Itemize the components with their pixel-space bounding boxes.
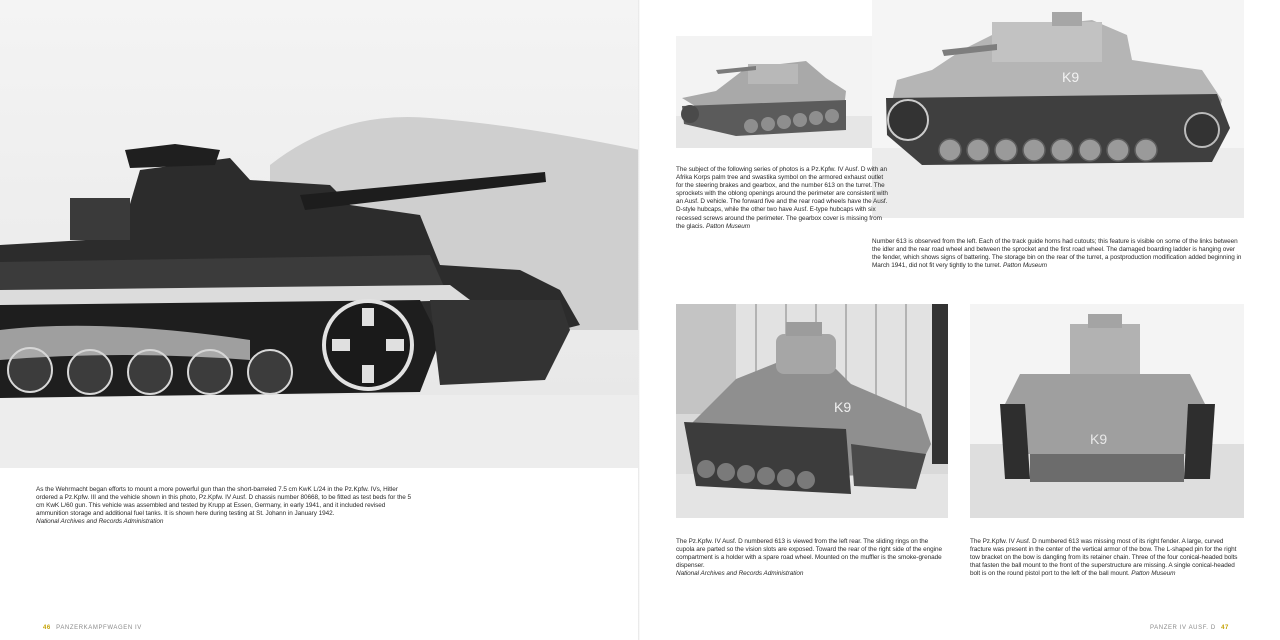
tank-front-left-photo: [676, 36, 892, 148]
caption-top-right-text: Number 613 is observed from the left. Each of the track guide horns had cutouts; this feature is visible on some of the links between the idler and the rear road wheel and between the sprocket and the first road wheel. The damaged boarding ladder is hanging over the fender, which shows signs of battering. The storage bin on the rear of the turret, a postproduction modification added beginning in March 1941, did not fit very tightly to the turret.: [872, 238, 1242, 270]
left-page-number: 46: [43, 625, 51, 631]
left-caption-credit: National Archives and Records Administration: [36, 518, 164, 526]
caption-top-right: [872, 238, 1244, 270]
caption-bottom-left: [676, 538, 948, 578]
left-caption-text: As the Wehrmacht began efforts to mount a more powerful gun than the short-barreled 7.5 cm KwK L/24 in the Pz.Kpfw. IVs, Hitler ordered a Pz.Kpfw. III and the vehicle shown in this photo, Pz.Kpfw. IV Ausf. D chassis number 80668, to be fitted as test beds for the 5 cm KwK L/60 gun. This vehicle was assembled and tested by Krupp at Essen, Germany, in early 1941, and it included revised ammunition storage and additional fuel tanks. It is shown here during testing at St. Johann in January 1942.: [36, 486, 412, 518]
tank-left-rear-photo: [676, 304, 948, 518]
caption-top-right-credit: Patton Museum: [1002, 262, 1048, 270]
turret-number-side: K9: [1062, 69, 1080, 85]
caption-top-left-text: The subject of the following series of photos is a Pz.Kpfw. IV Ausf. D with an Afrika Korps palm tree and swastika symbol on the armored exhaust outlet for the steering brakes and gearbox, and the number 613 on the turret. The sprockets with the oblong openings around the perimeter are consistent with an Ausf. D vehicle. The forward five and the rear road wheels have the Ausf. D-style hubcaps, while the other two have Ausf. E-type hubcaps with six recessed screws around the perimeter. The gearbox cover is missing from the glacis.: [676, 166, 888, 230]
tank-front-photo: [970, 304, 1244, 518]
caption-top-left: [676, 166, 890, 231]
left-caption: [36, 486, 414, 526]
right-folio: [1150, 625, 1232, 631]
caption-bottom-left-text: The Pz.Kpfw. IV Ausf. D numbered 613 is viewed from the left rear. The sliding rings on the cupola are parted so the vision slots are exposed. Toward the rear of the right side of the engine compartment is a holder with a spare road wheel. Mounted on the muffler is the smoke-grenade dispenser.: [676, 538, 943, 570]
right-page: [640, 0, 1280, 640]
right-page-number: 47: [1221, 625, 1229, 631]
caption-bottom-left-credit: National Archives and Records Administration: [676, 570, 804, 578]
caption-bottom-right: [970, 538, 1244, 578]
turret-number-rear: K9: [834, 399, 852, 415]
caption-bottom-right-credit: Patton Museum: [1131, 570, 1176, 578]
turret-number-front: K9: [1090, 431, 1108, 447]
tank-left-side-photo: [872, 0, 1244, 218]
tank-snow-photo: [0, 0, 640, 468]
caption-top-left-credit: Patton Museum: [705, 222, 751, 230]
left-folio: [40, 625, 142, 631]
left-running-title: PANZERKAMPFWAGEN IV: [56, 625, 142, 631]
right-running-title: PANZER IV AUSF. D: [1150, 625, 1216, 631]
caption-bottom-right-text: The Pz.Kpfw. IV Ausf. D numbered 613 was missing most of its right fender. A large, curved fracture was present in the center of the vertical armor of the bow. The L-shaped pin for the right tow bracket on the bow is dangling from its retainer chain. Three of the four conical-headed bolts that fasten the ball mount to the front of the superstructure are missing. A single conical-headed bolt is on the round pistol port to the left of the ball mount.: [970, 538, 1238, 578]
